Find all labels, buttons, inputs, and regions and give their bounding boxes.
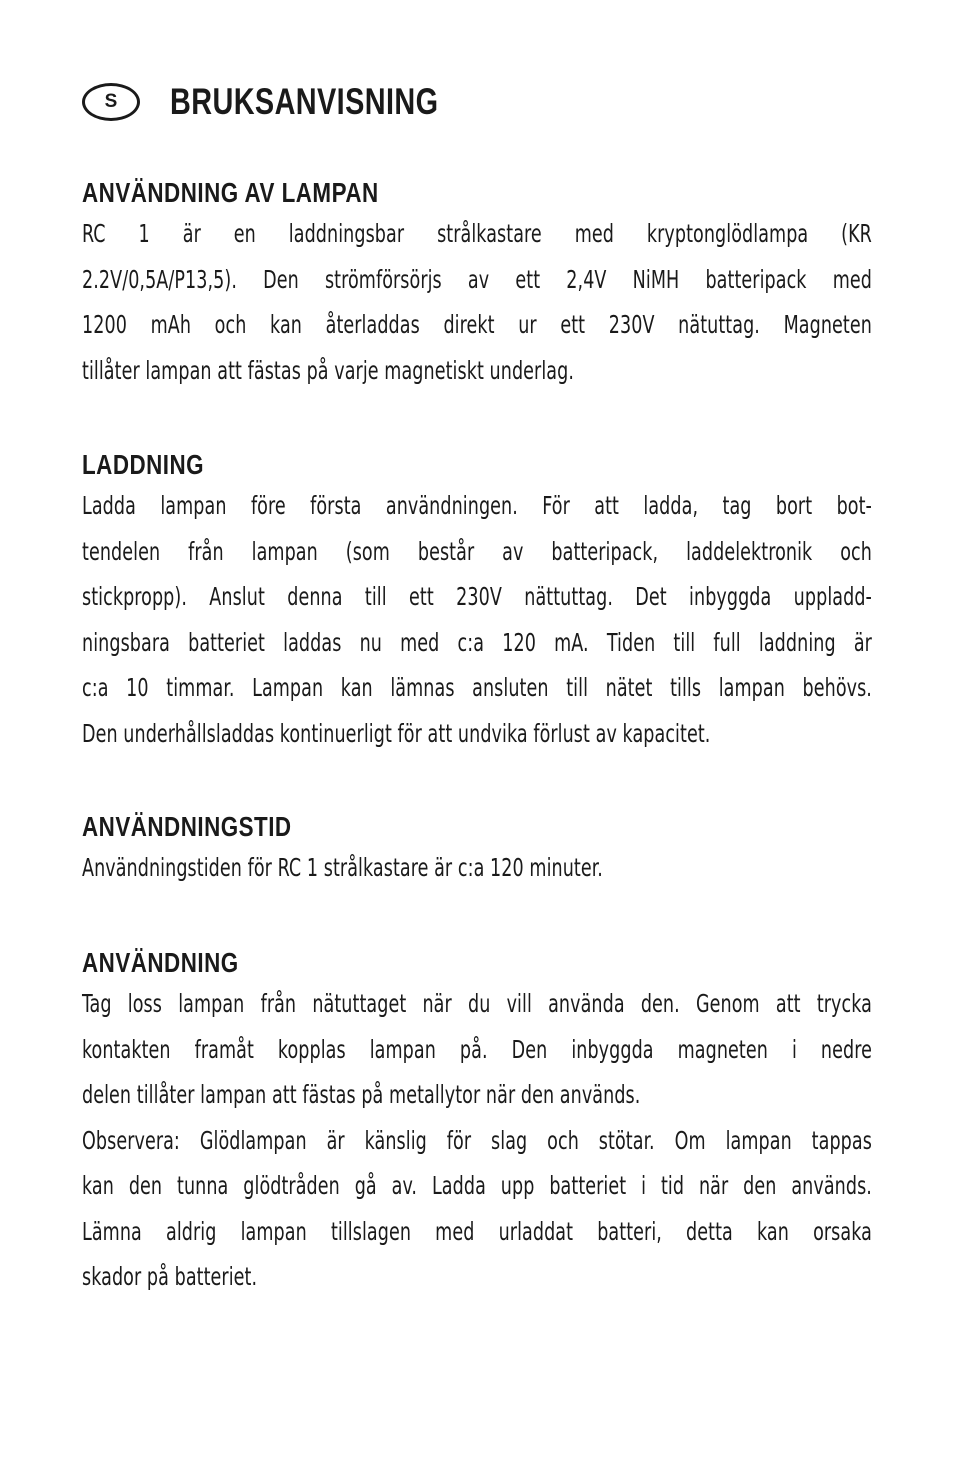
- paragraph-line: Observera: Glödlampan är känslig för slag och stötar. Om lampan tappas: [82, 1125, 872, 1155]
- paragraph-line: RC 1 är en laddningsbar strålkastare med kryptonglödlampa (KR: [82, 219, 872, 248]
- language-badge: S: [82, 83, 140, 121]
- section-paragraph: [82, 981, 872, 1300]
- section-paragraph: [82, 211, 872, 393]
- paragraph-line: Tag loss lampan från nätuttaget när du vill använda den. Genom att trycka: [82, 989, 872, 1018]
- paragraph-line: skador på batteriet.: [82, 1262, 258, 1291]
- paragraph-line: ningsbara batteriet laddas nu med c:a 120 mA. Tiden till full laddning är: [82, 627, 872, 657]
- section-charging: [82, 447, 872, 756]
- paragraph-line: stickpropp). Anslut denna till ett 230V nättuttag. Det inbyggda uppladd-: [82, 582, 872, 611]
- paragraph-line: Den underhållsladdas kontinuerligt för att undvika förlust av kapacitet.: [82, 718, 711, 748]
- paragraph-line: Användningstiden för RC 1 strålkastare är c:a 120 minuter.: [82, 853, 603, 882]
- section-paragraph: [82, 845, 872, 891]
- section-usage-time: [82, 809, 872, 891]
- section-usage: [82, 945, 872, 1300]
- paragraph-line: Lämna aldrig lampan tillslagen med urladdat batteri, detta kan orsaka: [82, 1216, 872, 1246]
- title-row: [82, 72, 514, 132]
- section-heading: LADDNING: [82, 449, 205, 480]
- paragraph-line: kan den tunna glödtråden gå av. Ladda upp batteriet i tid när den används.: [82, 1171, 872, 1200]
- paragraph-line: tillåter lampan att fästas på varje magnetiskt underlag.: [82, 355, 574, 385]
- paragraph-line: 2.2V/0,5A/P13,5). Den strömförsörjs av ett 2,4V NiMH batteripack med: [82, 264, 872, 294]
- paragraph-line: delen tillåter lampan att fästas på metallytor när den används.: [82, 1080, 641, 1109]
- section-paragraph: [82, 483, 872, 756]
- page-title: BRUKSANVISNING: [170, 81, 439, 122]
- section-lamp-usage: [82, 175, 872, 393]
- paragraph-line: Ladda lampan före första användningen. För att ladda, tag bort bot-: [82, 491, 872, 520]
- section-heading: ANVÄNDNINGSTID: [82, 811, 292, 842]
- paragraph-line: 1200 mAh och kan återladdas direkt ur ett 230V nätuttag. Magneten: [82, 310, 872, 339]
- section-heading: ANVÄNDNING AV LAMPAN: [82, 177, 379, 208]
- section-heading: ANVÄNDNING: [82, 947, 239, 978]
- paragraph-line: kontakten framåt kopplas lampan på. Den inbyggda magneten i nedre: [82, 1034, 872, 1064]
- paragraph-line: tendelen från lampan (som består av batteripack, laddelektronik och: [82, 536, 872, 566]
- paragraph-line: c:a 10 timmar. Lampan kan lämnas ansluten till nätet tills lampan behövs.: [82, 673, 872, 702]
